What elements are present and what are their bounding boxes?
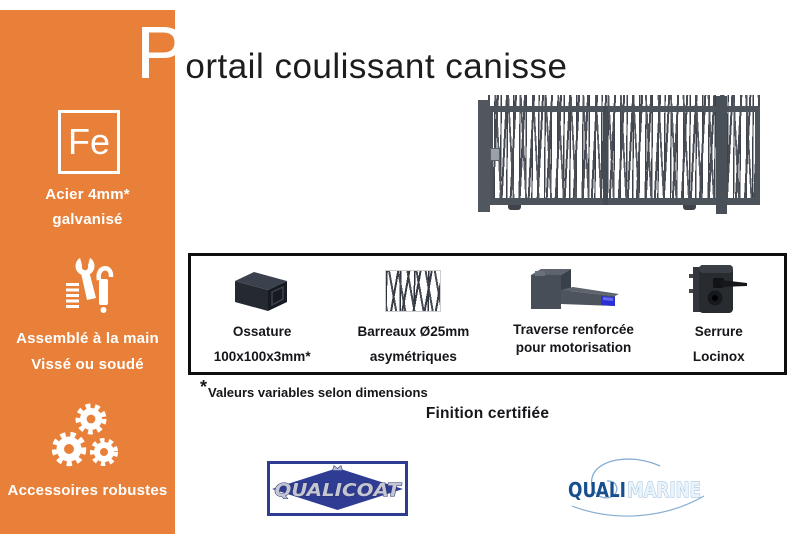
qualicoat-logo xyxy=(267,461,408,516)
gate-wheel xyxy=(683,205,696,210)
asymmetric-bars-icon xyxy=(385,270,441,312)
gate-wheel xyxy=(508,205,521,210)
feature-label: Serrure xyxy=(694,324,743,339)
qualimarine-logo-text-bold: QUALI xyxy=(568,478,626,502)
qualimarine-logo-text-light: MARINE xyxy=(627,478,701,502)
sidebar-label-steel: Acier 4mm* xyxy=(45,186,130,203)
fe-symbol-label: Fe xyxy=(67,121,110,162)
gate-lock-handle xyxy=(490,148,500,161)
page-title xyxy=(136,11,568,94)
feature-label: 100x100x3mm* xyxy=(213,349,311,364)
gate-middle-stile xyxy=(603,106,608,205)
feature-ossature xyxy=(191,263,333,372)
gears-icon xyxy=(49,400,127,474)
footnote xyxy=(200,377,428,402)
feature-barreaux xyxy=(333,263,493,372)
wrench-and-screw-icon xyxy=(58,253,118,321)
sidebar-label-assembled: Assemblé à la main xyxy=(16,330,159,347)
footnote-asterisk: * xyxy=(200,377,208,397)
sidebar-label-galvanized: galvanisé xyxy=(52,211,123,228)
feature-label: pour motorisation xyxy=(515,340,632,355)
feature-traverse xyxy=(493,263,653,372)
feature-label: Ossature xyxy=(232,324,292,339)
gate-left-post xyxy=(478,100,490,212)
fe-symbol-icon xyxy=(58,110,120,174)
page-title-initial: P xyxy=(136,11,186,94)
lock-icon xyxy=(687,262,751,316)
feature-serrure xyxy=(654,263,784,372)
footnote-text: Valeurs variables selon dimensions xyxy=(208,385,428,400)
page-title-rest: ortail coulissant canisse xyxy=(185,47,568,86)
feature-label: Locinox xyxy=(692,349,745,364)
gate-slide-post xyxy=(716,96,727,214)
certified-finish-heading: Finition certifiée xyxy=(425,405,550,422)
feature-label: Traverse renforcée xyxy=(513,322,634,337)
gate-right-stile xyxy=(755,106,760,205)
sidebar-label-screwed: Vissé ou soudé xyxy=(31,356,144,373)
qualicoat-logo-text: QUALICOAT xyxy=(274,480,403,501)
motorization-beam-icon xyxy=(523,263,623,315)
sliding-gate-image xyxy=(478,95,762,217)
feature-label: Barreaux Ø25mm xyxy=(357,324,470,339)
profile-tube-icon xyxy=(229,264,295,314)
feature-label: asymétriques xyxy=(369,349,457,364)
qualimarine-logo xyxy=(556,452,708,520)
features-box xyxy=(188,253,787,375)
sidebar-label-accessories: Accessoires robustes xyxy=(7,482,168,499)
